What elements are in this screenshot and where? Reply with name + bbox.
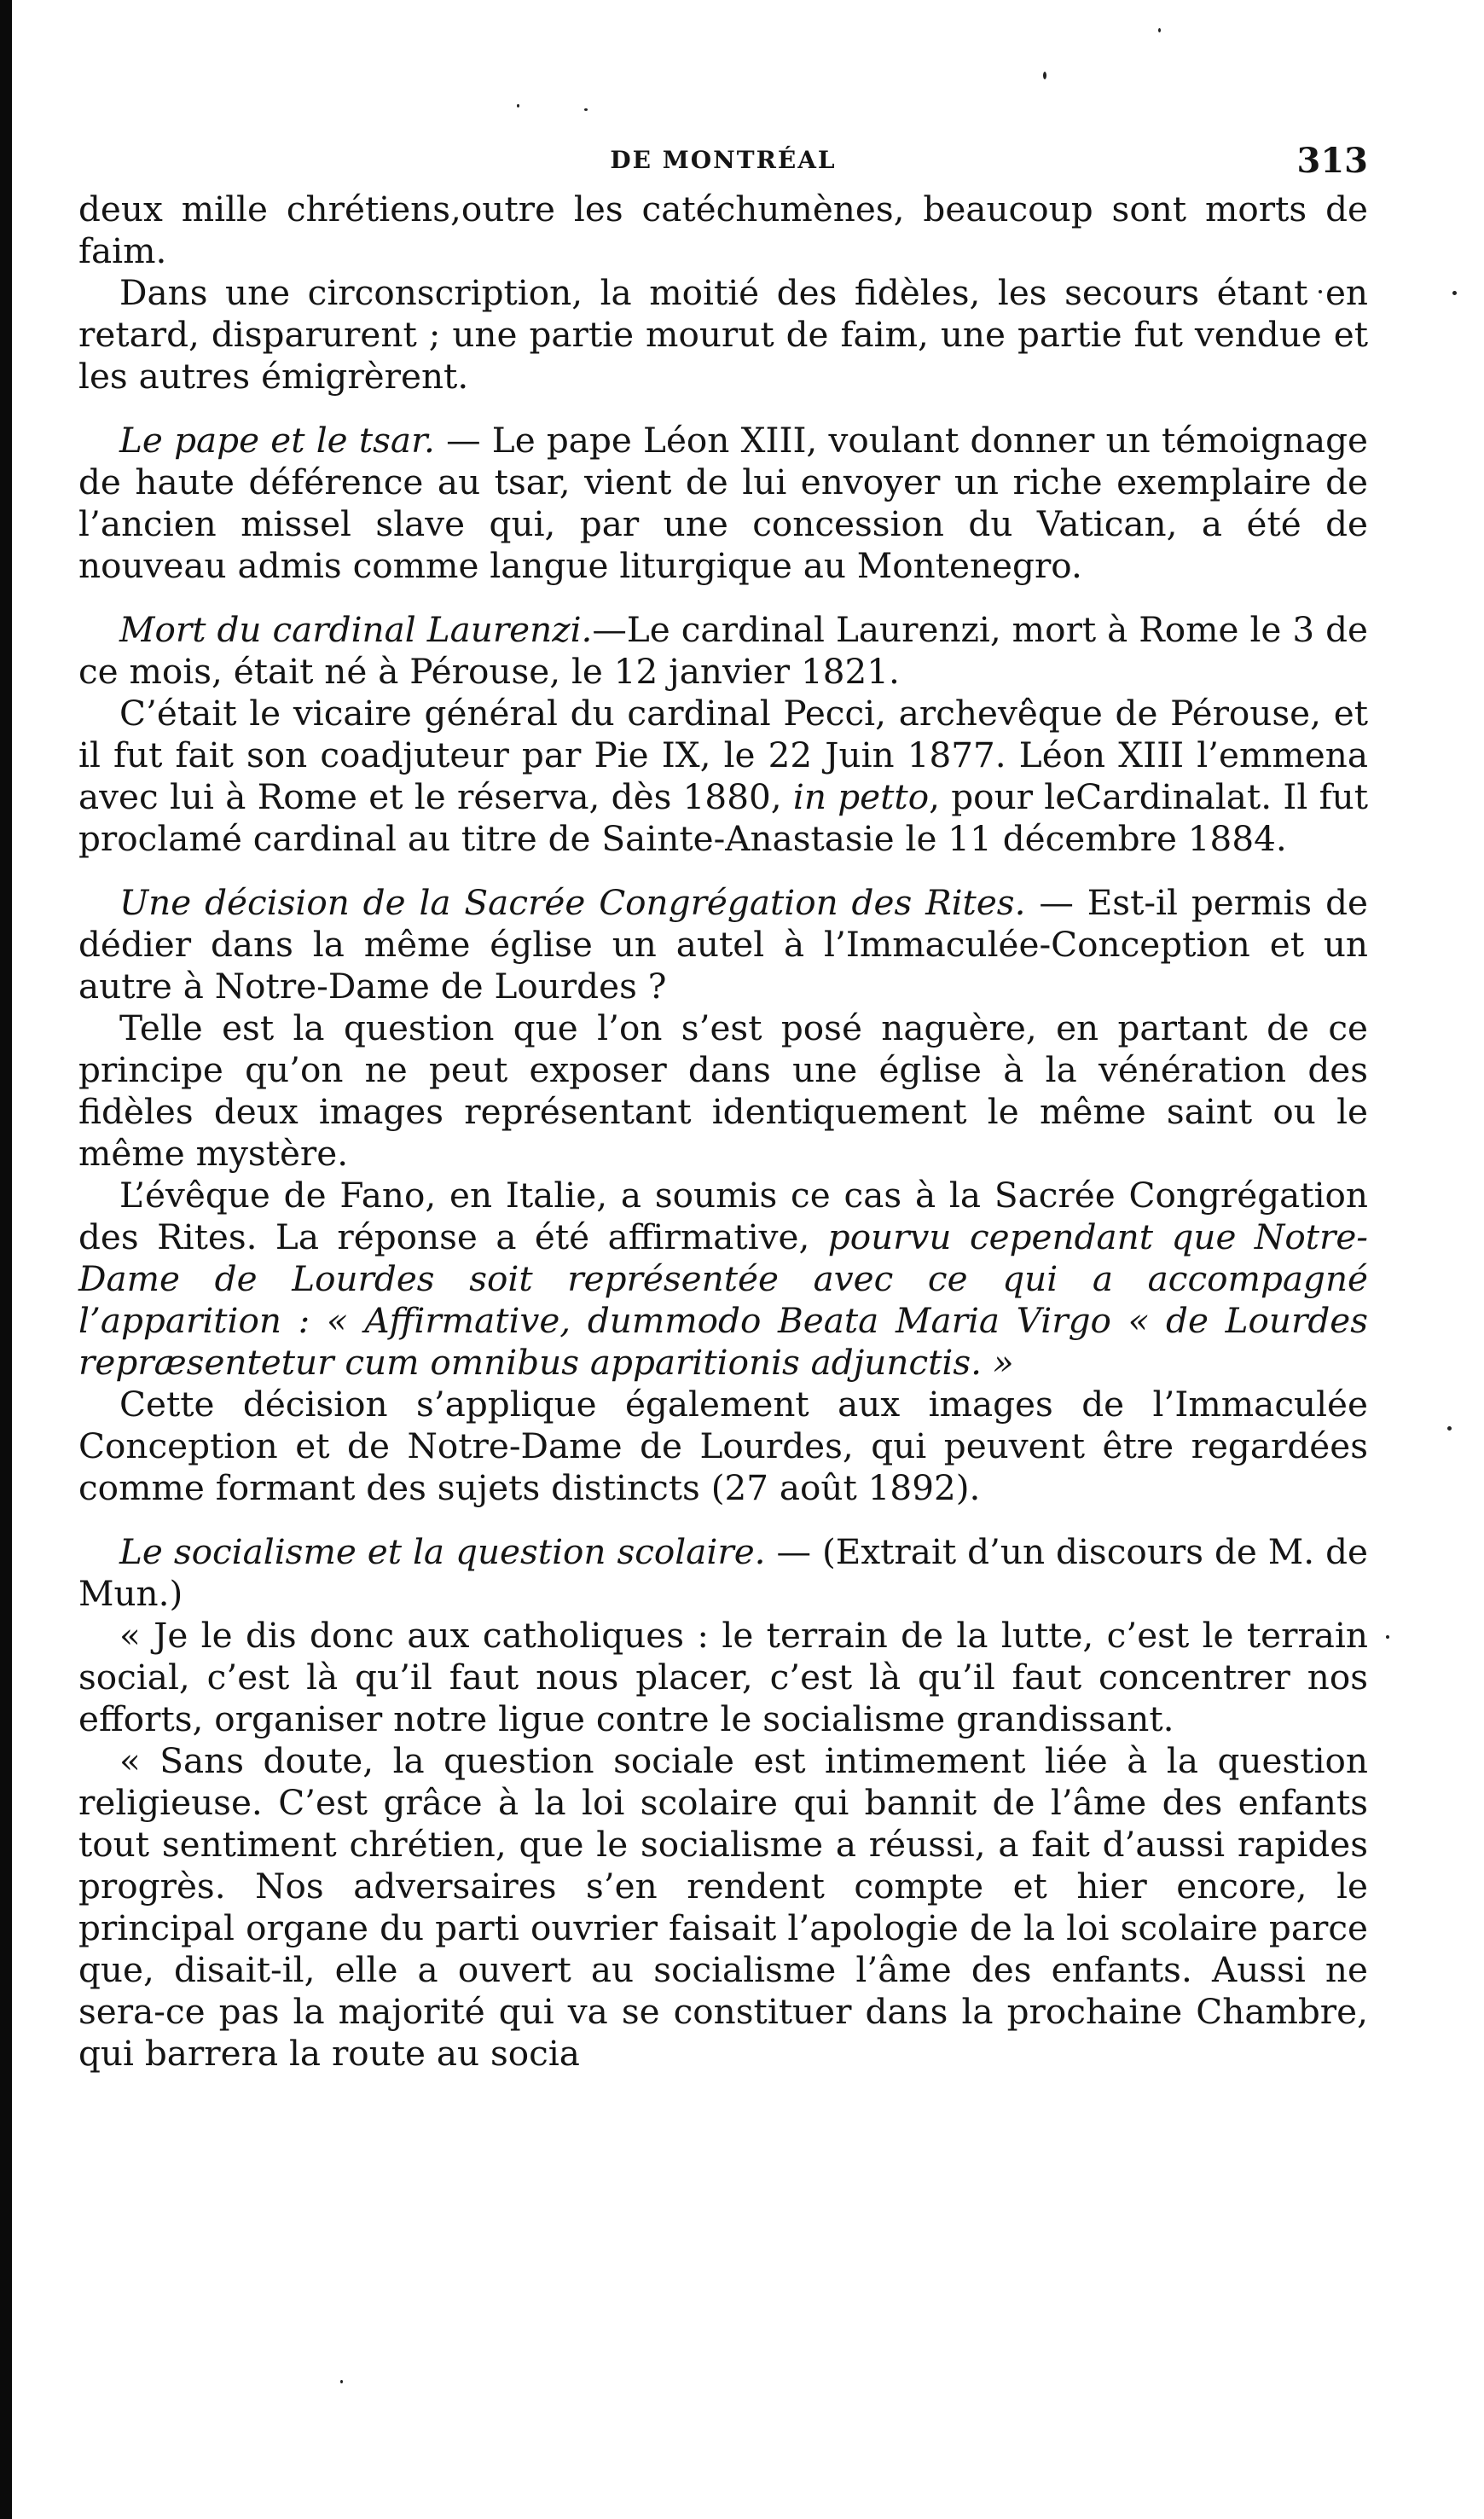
paragraph-text: Dans une circonscription, la moitié des fidèles, les secours étant en retard, disparurent ; une partie mourut de faim, une partie fut vendue et les autres émigrèrent. [78,272,1368,397]
section-paragraph [78,420,1368,587]
print-speck [1158,28,1161,32]
print-speck [1043,72,1046,79]
italic-quotation: pourvu cependant que Notre-Dame de Lourdes soit représentée avec ce qui a accompagné l’apparition : « Affirmative, dummodo Beata Maria Virgo « de Lourdes repræsentetur cum omnibus apparitionis adjunctis. » [78,1216,1368,1383]
paragraph-text: « Je le dis donc aux catholiques : le terrain de la lutte, c’est le terrain social, c’est là qu’il faut nous placer, c’est là qu’il faut concentrer nos efforts, organiser notre ligue contre le socialisme grandissant. [78,1615,1368,1739]
print-speck [584,108,588,111]
paragraph [78,1175,1368,1384]
paragraph-text: Telle est la question que l’on s’est posé naguère, en partant de ce principe qu’on ne peut exposer dans une église à la vénération des fidèles deux images représentant identiquement le même saint ou le même mystère. [78,1007,1368,1174]
paragraph-text: « Sans doute, la question sociale est intimement liée à la question religieuse. C’est grâce à la loi scolaire qui bannit de l’âme des enfants tout sentiment chrétien, que le socialisme a réussi, a fait d’aussi rapides progrès. Nos adversaires s’en rendent compte et hier encore, le principal organe du parti ouvrier faisait l’apologie de la loi scolaire parce que, disait-il, elle a ouvert au socialisme l’âme des enfants. Aussi ne sera-ce pas la majorité qui va se constituer dans la prochaine Chambre, qui barrera la route au socia [78,1740,1368,2074]
paragraph-text: —Le cardinal Laurenzi, mort à Rome le 3 de ce mois, était né à Pérouse, le 12 janvier 1821. [78,609,1368,692]
running-header [78,141,1368,189]
paragraph-text: Cette décision s’applique également aux images de l’Immaculée Conception et de Notre-Dame de Lourdes, qui peuvent être regardées comme formant des sujets distincts (27 août 1892). [78,1384,1368,1508]
print-speck [1447,1426,1452,1431]
section-title: Une décision de la Sacrée Congrégation des Rites. [119,882,1026,923]
print-speck [1452,291,1457,295]
paragraph [78,189,1368,272]
paragraph-text: C’était le vicaire général du cardinal Pecci, archevêque de Pérouse, et il fut fait son coadjuteur par Pie IX, le 22 Juin 1877. Léon XIII l’emmena avec lui à Rome et le réserva, dès 1880, [78,693,1368,817]
paragraph-text: — Le pape Léon XIII, voulant donner un témoignage de haute déférence au tsar, vient de lui envoyer un riche exemplaire de l’ancien missel slave qui, par une concession du Vatican, a été de nouveau admis comme langue liturgique au Montenegro. [78,420,1368,586]
paragraph-text: , pour leCardinalat. Il fut proclamé cardinal au titre de Sainte-Anastasie le 11 décembre 1884. [78,776,1368,859]
page-number: 313 [1296,141,1368,181]
body-text [78,189,1368,2075]
print-speck [517,104,519,107]
section-paragraph [78,609,1368,693]
running-title: DE MONTRÉAL [610,146,837,174]
print-speck [1386,1635,1389,1639]
paragraph [78,1384,1368,1509]
book-page [78,141,1368,2075]
paragraph-text: — Est-il permis de dédier dans la même église un autel à l’Immaculée-Conception et un autre à Notre-Dame de Lourdes ? [78,882,1368,1007]
section-title: Mort du cardinal Laurenzi. [119,609,593,650]
paragraph [78,693,1368,860]
paragraph-text: deux mille chrétiens,outre les catéchumènes, beaucoup sont morts de faim. [78,189,1368,271]
binding-edge [0,0,12,2519]
paragraph-text: — (Extrait d’un discours de M. de Mun.) [78,1531,1368,1614]
paragraph [78,1615,1368,1740]
section-paragraph [78,1531,1368,1615]
italic-phrase: in petto [792,776,930,817]
paragraph [78,272,1368,398]
section-title: Le pape et le tsar. [119,420,435,461]
section-title: Le socialisme et la question scolaire. [119,1531,766,1572]
paragraph [78,1007,1368,1175]
print-speck [340,2380,343,2383]
paragraph-text: L’évêque de Fano, en Italie, a soumis ce cas à la Sacrée Congrégation des Rites. La réponse a été affirmative, [78,1175,1368,1257]
section-paragraph [78,882,1368,1007]
paragraph [78,1740,1368,2075]
